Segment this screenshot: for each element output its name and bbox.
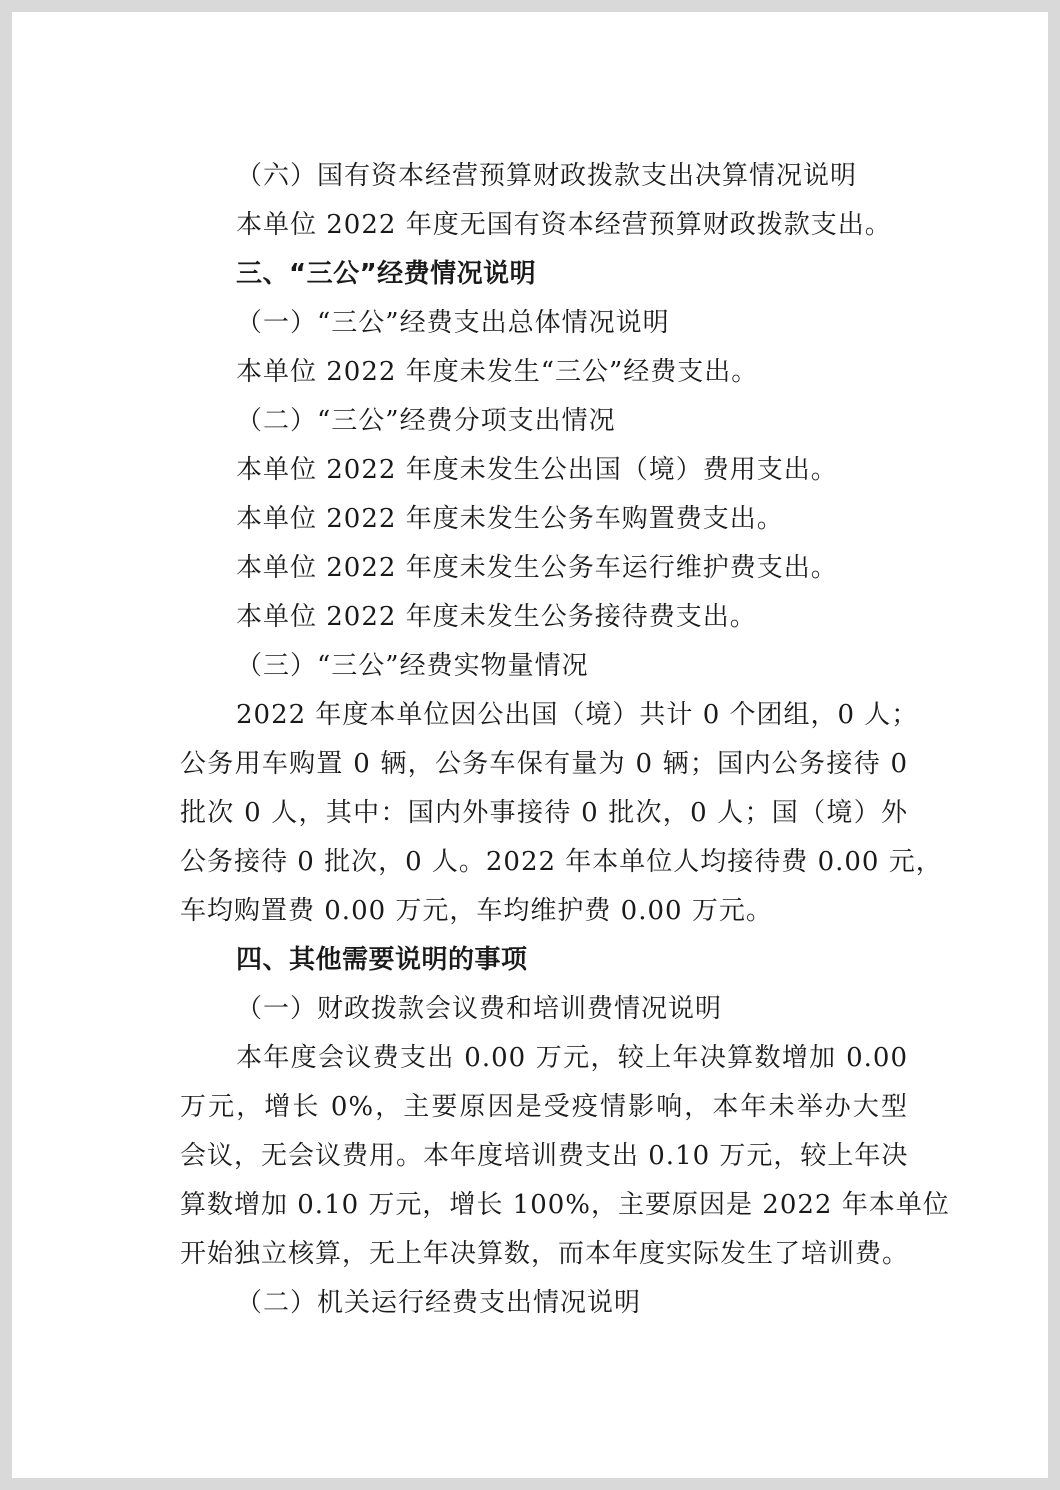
paragraph-line: 批次 0 人，其中：国内外事接待 0 批次，0 人；国（境）外 xyxy=(180,798,908,828)
paragraph-line: 万元，增长 0%，主要原因是受疫情影响，本年未举办大型 xyxy=(180,1092,908,1122)
paragraph-line: 本单位 2022 年度未发生公出国（境）费用支出。 xyxy=(236,455,838,485)
paragraph: 本单位 2022 年度无国有资本经营预算财政拨款支出。 xyxy=(236,210,892,240)
paragraph-line: 本单位 2022 年度未发生公务接待费支出。 xyxy=(236,602,757,632)
paragraph-line: 本年度会议费支出 0.00 万元，较上年决算数增加 0.00 xyxy=(236,1043,908,1073)
part-heading-3: 三、“三公”经费情况说明 xyxy=(236,259,537,289)
paragraph-line: 会议，无会议费用。本年度培训费支出 0.10 万元，较上年决 xyxy=(180,1141,909,1171)
document-body xyxy=(180,152,950,1328)
paragraph-line: 本单位 2022 年度未发生公务车购置费支出。 xyxy=(236,504,784,534)
section-heading-6: （六）国有资本经营预算财政拨款支出决算情况说明 xyxy=(236,161,858,191)
subsection-heading-4-2: （二）机关运行经费支出情况说明 xyxy=(236,1288,642,1318)
paragraph-line: 公务接待 0 批次，0 人。2022 年本单位人均接待费 0.00 元， xyxy=(180,847,943,877)
paragraph-line: 公务用车购置 0 辆，公务车保有量为 0 辆；国内公务接待 0 xyxy=(180,749,908,779)
paragraph-line: 车均购置费 0.00 万元，车均维护费 0.00 万元。 xyxy=(180,896,773,926)
paragraph-line: 本单位 2022 年度未发生公务车运行维护费支出。 xyxy=(236,553,838,583)
subsection-heading-4-1: （一）财政拨款会议费和培训费情况说明 xyxy=(236,994,723,1024)
paragraph: 本单位 2022 年度未发生“三公”经费支出。 xyxy=(236,357,759,387)
subsection-heading-3-2: （二）“三公”经费分项支出情况 xyxy=(236,406,616,436)
paragraph-line: 开始独立核算，无上年决算数，而本年度实际发生了培训费。 xyxy=(180,1239,910,1269)
paragraph-line: 2022 年度本单位因公出国（境）共计 0 个团组，0 人； xyxy=(236,700,919,730)
part-heading-4: 四、其他需要说明的事项 xyxy=(236,945,528,975)
paragraph-line: 算数增加 0.10 万元，增长 100%，主要原因是 2022 年本单位 xyxy=(180,1190,950,1220)
subsection-heading-3-1: （一）“三公”经费支出总体情况说明 xyxy=(236,308,670,338)
subsection-heading-3-3: （三）“三公”经费实物量情况 xyxy=(236,651,589,681)
